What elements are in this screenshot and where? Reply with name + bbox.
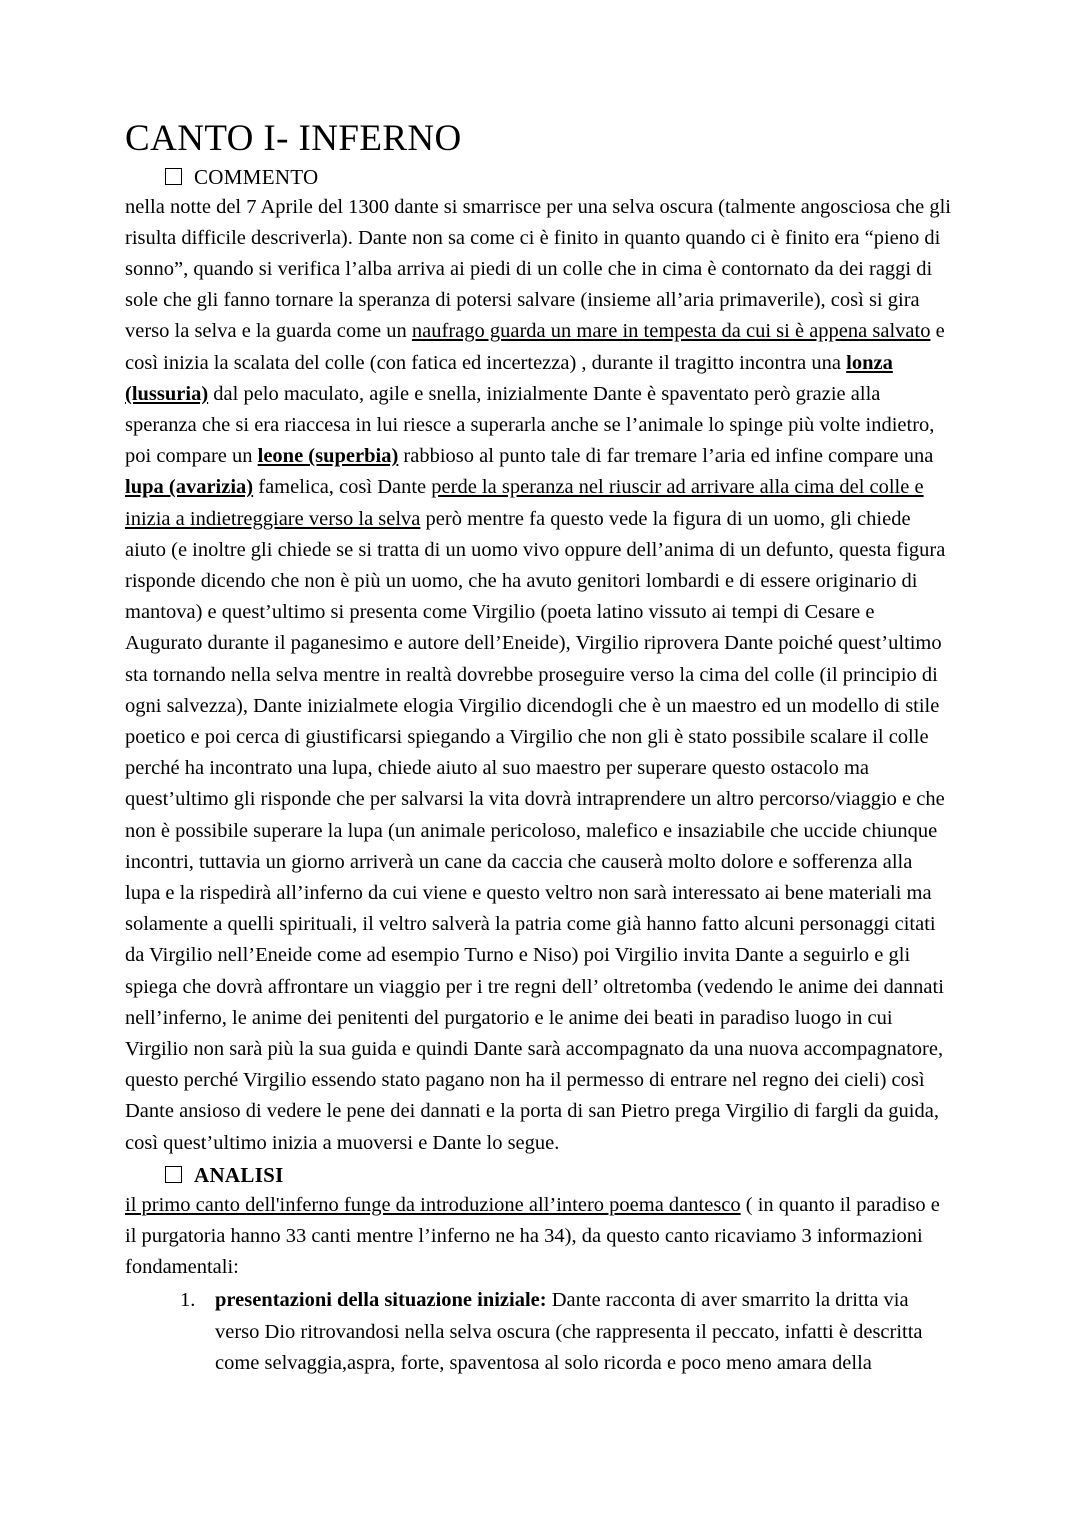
commento-paragraph (125, 192, 952, 1159)
empty-checkbox-icon[interactable] (165, 1166, 182, 1183)
commento-text-run: perde la speranza nel riuscir ad arrivare alla cima del colle e inizia a indietreggiare verso la selva (125, 476, 924, 530)
commento-text-run: però mentre fa questo vede la figura di un uomo, gli chiede aiuto (e inoltre gli chiede se si tratta di un uomo vivo oppure dell’anima di un defunto, questa figura risponde dicendo che non è più un uomo, che ha avuto genitori lombardi e di essere originario di mantova) e quest’ultimo si presenta come Virgilio (poeta latino vissuto ai tempi di Cesare e Augurato durante il paganesimo e autore dell’Eneide), Virgilio riprovera Dante poiché quest’ultimo sta tornando nella selva mentre in realtà dovrebbe proseguire verso la cima del colle (il principio di ogni salvezza), Dante inizialmete elogia Virgilio dicendogli che è un maestro ed un modello di stile poetico e poi cerca di giustificarsi spiegando a Virgilio che non gli è stato possibile scalare il colle perché ha incontrato una lupa, chiede aiuto al suo maestro per superare questo ostacolo ma quest’ultimo gli risponde che per salvarsi la vita dovrà intraprendere un altro percorso/viaggio e che non è possibile superare la lupa (un animale pericoloso, malefico e insaziabile che uccide chiunque incontri, tuttavia un giorno arriverà un cane da caccia che causerà molto dolore e sofferenza alla lupa e la rispedirà all’inferno da cui viene e questo veltro non sarà interessato ai bene materiali ma solamente a quelli spirituali, il veltro salverà la patria come già hanno fatto alcuni personaggi citati da Virgilio nell’Eneide come ad esempio Turno e Niso) poi Virgilio invita Dante a seguirlo e gli spiega che dovrà affrontare un viaggio per i tre regni dell’ oltretomba (vedendo le anime dei dannati nell’inferno, le anime dei penitenti del purgatorio e le anime dei beati in paradiso luogo in cui Virgilio non sarà più la sua guida e quindi Dante sarà accompagnato da una nuova accompagnatore, questo perché Virgilio essendo stato pagano non ha il permesso di entrare nel regno dei cieli) così Dante ansioso di vedere le pene dei dannati e la porta di san Pietro prega Virgilio di fargli da guida, così quest’ultimo inizia a muoversi e Dante lo segue. (125, 507, 946, 1154)
commento-text-run: naufrago guarda un mare in tempesta da cui si è appena salvato (411, 320, 931, 343)
commento-text-run: nella notte del 7 Aprile del 1300 dante si smarrisce per una selva oscura (talmente angosciosa che gli risulta difficile descriverla). Dante non sa come ci è finito in quanto quando ci è finito era “pieno di sonno”, quando si verifica l’alba arriva ai piedi di un colle che in cima è contornato da dei raggi di sole che gli fanno tornare la speranza di potersi salvare (insieme all’aria primaverile), così si gira verso la selva e la guarda come un (125, 195, 951, 343)
section-heading-commento (165, 165, 952, 190)
section-label-analisi: ANALISI (194, 1162, 284, 1187)
list-item-text: Dante racconta di aver smarrito la dritta via verso Dio ritrovandosi nella selva oscura (che rappresenta il peccato, infatti è descritta come selvaggia,aspra, forte, spaventosa al solo ricorda e poco meno amara della (215, 1289, 923, 1374)
section-label-commento: COMMENTO (194, 164, 319, 189)
page-title: CANTO I- INFERNO (125, 118, 462, 159)
analisi-list (125, 1285, 952, 1379)
list-item (125, 1285, 952, 1379)
commento-text-run: leone (superbia) (257, 445, 399, 468)
empty-checkbox-icon[interactable] (165, 168, 182, 185)
commento-text-run: famelica, così Dante (253, 476, 432, 499)
commento-text-run: e così inizia la scalata del colle (con fatica ed incertezza) , durante il tragitto incontra una (125, 320, 945, 374)
commento-text-run: rabbioso al punto tale di far tremare l’aria ed infine compare una (398, 445, 934, 468)
commento-text-run: lonza (lussuria) (125, 351, 893, 405)
analisi-text-run: il primo canto dell'inferno funge da introduzione all’intero poema dantesco (125, 1193, 741, 1216)
analisi-intro-paragraph (125, 1190, 952, 1284)
commento-text-run: dal pelo maculato, agile e snella, inizialmente Dante è spaventato però grazie alla speranza che si era riaccesa in lui riesce a superarla anche se l’animale lo spinge più volte indietro, poi compare un (125, 382, 935, 468)
commento-text-run: lupa (avarizia) (125, 476, 254, 499)
section-heading-analisi (165, 1163, 952, 1188)
analisi-text-run: ( in quanto il paradiso e il purgatoria hanno 33 canti mentre l’inferno ne ha 34), da questo canto ricaviamo 3 informazioni fondamentali: (125, 1193, 940, 1279)
list-item-lead: presentazioni della situazione iniziale: (215, 1289, 547, 1312)
